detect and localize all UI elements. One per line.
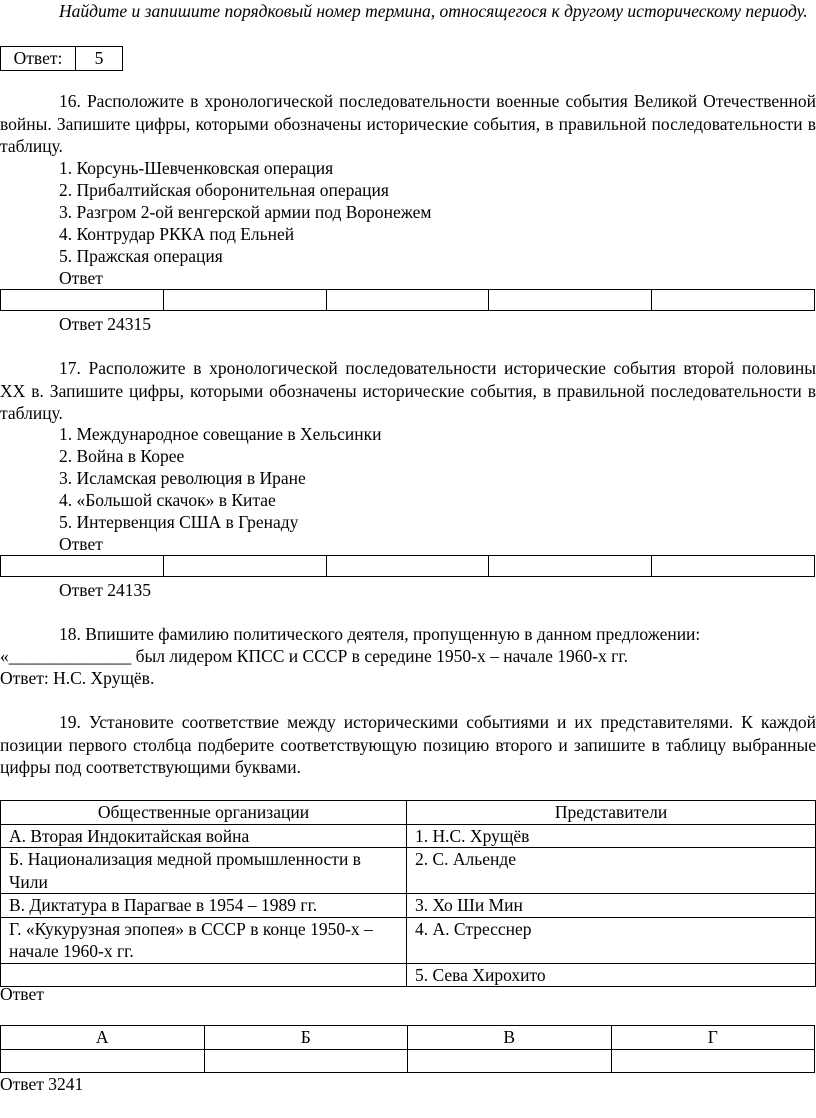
q17-answer: Ответ 24135 [59, 580, 151, 600]
q19-answer-cell[interactable] [1, 1049, 205, 1072]
intro-answer-value: 5 [76, 47, 123, 71]
q18-text: 18. Впишите фамилию политического деятеля, пропущенную в данном предложении: [59, 624, 701, 644]
q18-answer: Ответ: Н.С. Хрущёв. [0, 668, 155, 688]
intro-answer-table [0, 46, 123, 71]
q19-header-persons: Представители [407, 801, 816, 825]
q17-answer-grid [0, 555, 815, 577]
q16-item-4: 4. Контрудар РККА под Ельней [59, 224, 295, 244]
q19-person: 3. Хо Ши Мин [407, 894, 816, 918]
q19-event: А. Вторая Индокитайская война [1, 824, 407, 848]
q19-letter-g: Г [611, 1026, 815, 1050]
q17-item-3: 3. Исламская революция в Иране [59, 468, 306, 488]
q19-person: 2. С. Альенде [407, 848, 816, 894]
q17-item-4: 4. «Большой скачок» в Китае [59, 490, 276, 510]
q16-answer-cell[interactable] [489, 290, 652, 311]
q17-item-1: 1. Международное совещание в Хельсинки [59, 424, 382, 444]
q19-answer-cell[interactable] [204, 1049, 408, 1072]
q16-item-3: 3. Разгром 2-ой венгерской армии под Воронежем [59, 202, 432, 222]
q19-person: 5. Сева Хирохито [407, 963, 816, 987]
q17-answer-cell[interactable] [1, 556, 164, 577]
q19-person: 1. Н.С. Хрущёв [407, 824, 816, 848]
intro-answer-label: Ответ: [1, 47, 76, 71]
q19-text: 19. Установите соответствие между историческими событиями и их представителями. К каждой позиции первого столбца подберите соответствующую позицию второго и запишите в таблицу выбранные цифры под соответствующими буквами. [0, 712, 816, 777]
q17-item-5: 5. Интервенция США в Гренаду [59, 512, 299, 532]
q17-answer-cell[interactable] [652, 556, 815, 577]
q19-letter-v: В [408, 1026, 612, 1050]
intro-task: Найдите и запишите порядковый номер термина, относящегося к другому историческому периоду. [59, 1, 808, 21]
q16-item-5: 5. Пражская операция [59, 246, 223, 266]
q18-sentence: «______________ был лидером КПСС и СССР в середине 1950-х – начале 1960-х гг. [0, 646, 628, 666]
q16-text: 16. Расположите в хронологической последовательности военные события Великой Отечественной войны. Запишите цифры, которыми обозначены исторические события, в правильной последовательности в таблицу. [0, 91, 816, 156]
q16-item-1: 1. Корсунь-Шевченковская операция [59, 158, 334, 178]
q19-event: Б. Национализация медной промышленности в Чили [1, 848, 407, 894]
q17-answer-cell[interactable] [326, 556, 489, 577]
q19-answer-cell[interactable] [611, 1049, 815, 1072]
q16-answer-cell[interactable] [326, 290, 489, 311]
q19-person: 4. А. Стресснер [407, 917, 816, 963]
q16-answer-grid [0, 289, 815, 311]
q16-item-2: 2. Прибалтийская оборонительная операция [59, 180, 389, 200]
q19-answer: Ответ 3241 [0, 1074, 84, 1094]
q19-event: В. Диктатура в Парагвае в 1954 – 1989 гг. [1, 894, 407, 918]
q19-answer-label: Ответ [0, 984, 44, 1004]
q17-item-2: 2. Война в Корее [59, 446, 185, 466]
q16-answer: Ответ 24315 [59, 314, 151, 334]
q17-answer-cell[interactable] [489, 556, 652, 577]
q16-answer-cell[interactable] [1, 290, 164, 311]
q19-event: Г. «Кукурузная эпопея» в СССР в конце 1950-х – начале 1960-х гг. [1, 917, 407, 963]
q19-answer-cell[interactable] [408, 1049, 612, 1072]
q17-text: 17. Расположите в хронологической последовательности исторические события второй половины XX в. Запишите цифры, которыми обозначены исторические события, в правильной последовательности в таблицу. [0, 358, 816, 423]
q19-header-events: Общественные организации [1, 801, 407, 825]
q19-matching-table [0, 800, 816, 987]
q17-answer-label: Ответ [59, 534, 103, 554]
q16-answer-cell[interactable] [652, 290, 815, 311]
q16-answer-cell[interactable] [163, 290, 326, 311]
q19-letter-b: Б [204, 1026, 408, 1050]
q19-answer-grid [0, 1025, 815, 1073]
q17-answer-cell[interactable] [163, 556, 326, 577]
q19-letter-a: А [1, 1026, 205, 1050]
q16-answer-label: Ответ [59, 268, 103, 288]
